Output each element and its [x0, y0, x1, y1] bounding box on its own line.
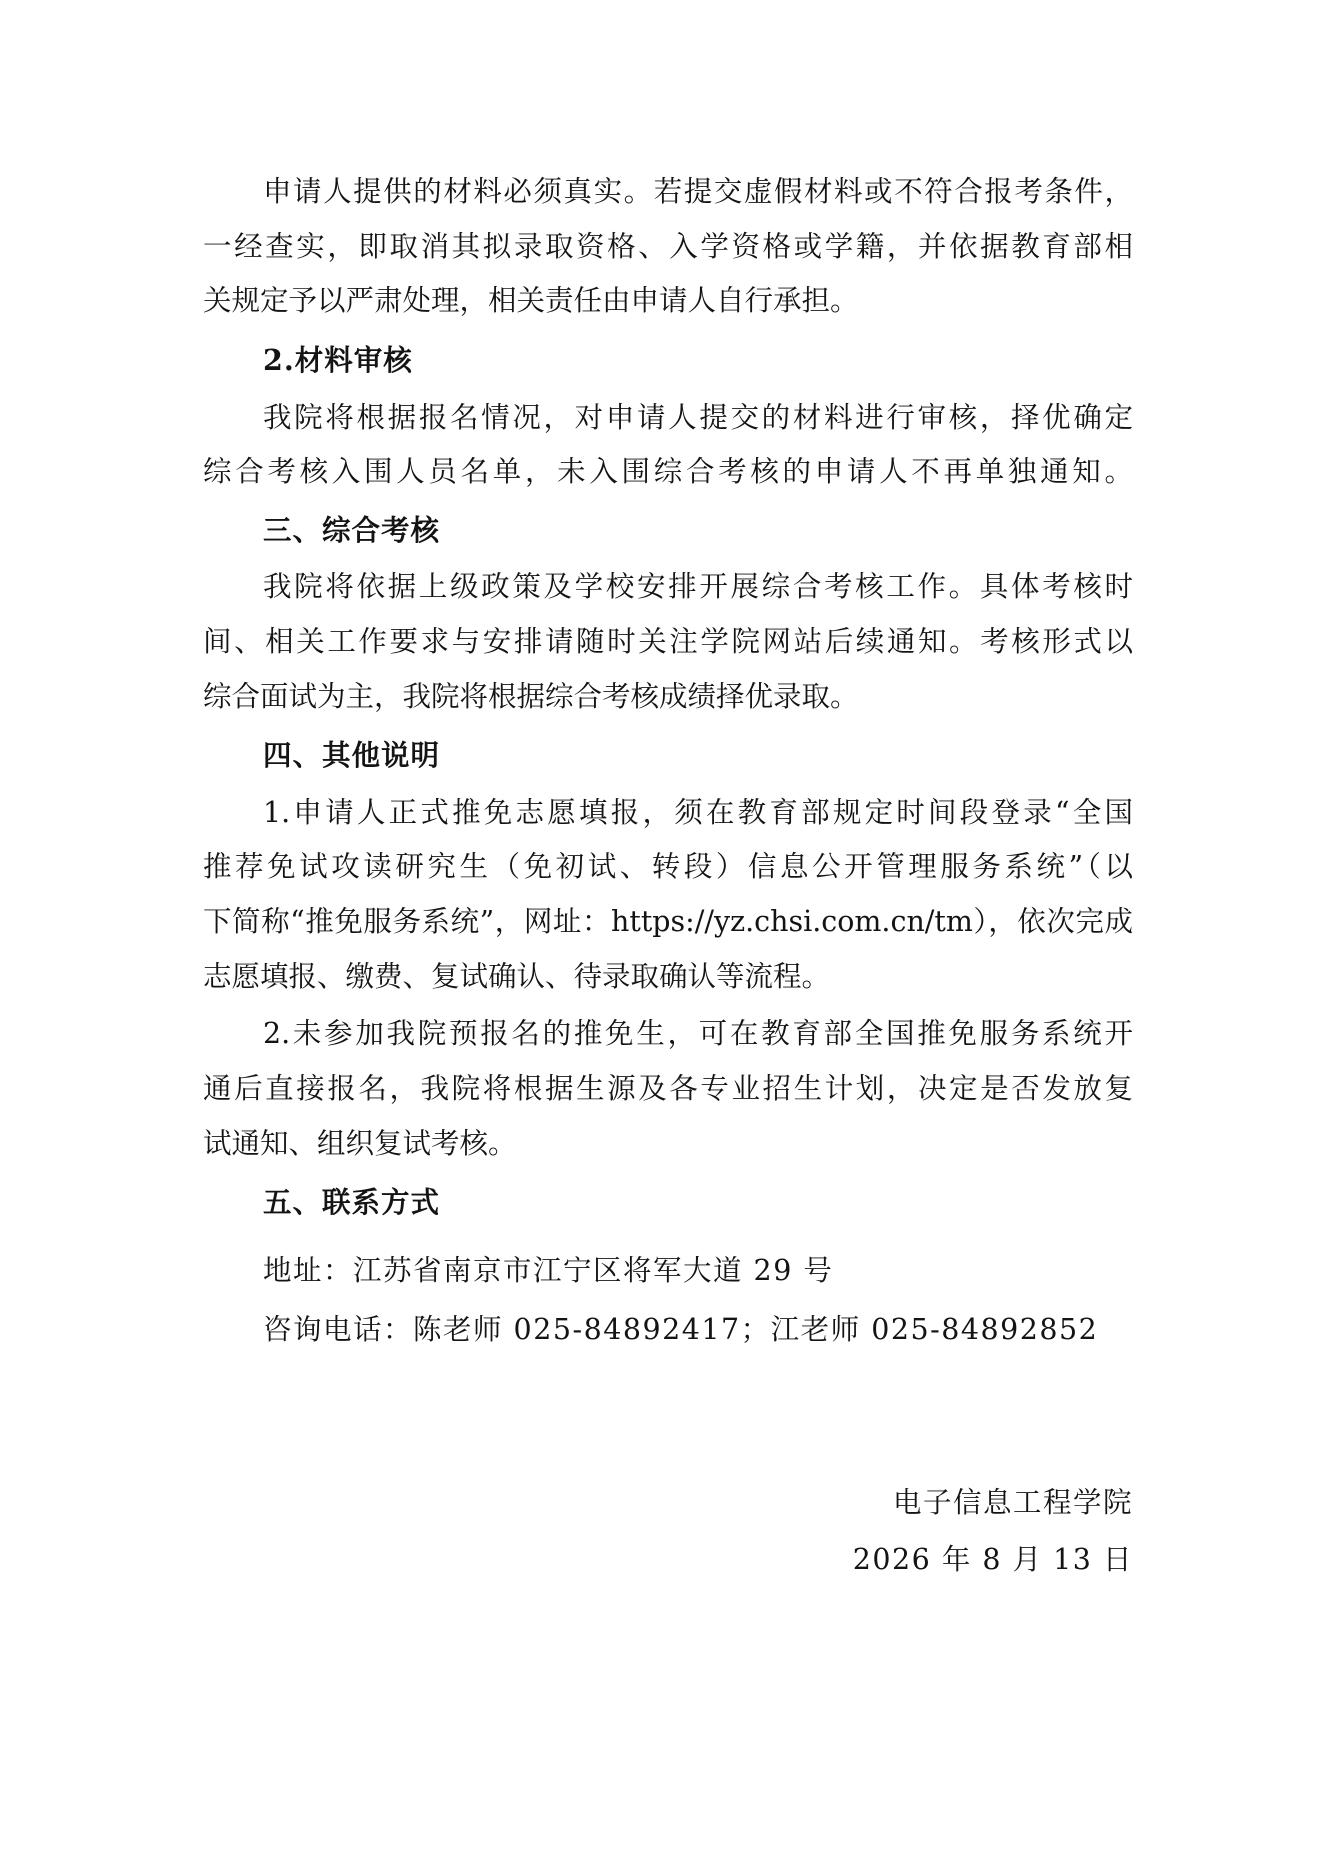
signature-organization: 电子信息工程学院 [892, 1486, 1133, 1519]
paragraph-line: 综合面试为主，我院将根据综合考核成绩择优录取。 [203, 680, 859, 713]
paragraph-line: 我院将依据上级政策及学校安排开展综合考核工作。具体考核时 [263, 570, 1133, 603]
paragraph-line: 推荐免试攻读研究生（免初试、转段）信息公开管理服务系统”（以 [203, 850, 1133, 883]
paragraph-line: 志愿填报、缴费、复试确认、待录取确认等流程。 [203, 960, 831, 993]
paragraph-line: 通后直接报名，我院将根据生源及各专业招生计划，决定是否发放复 [203, 1072, 1133, 1105]
paragraph-line: 间、相关工作要求与安排请随时关注学院网站后续通知。考核形式以 [203, 625, 1133, 658]
paragraph-line: 下简称“推免服务系统”，网址：https://yz.chsi.com.cn/tm），依次完成 [203, 905, 1133, 938]
signature-date: 2026 年 8 月 13 日 [852, 1543, 1133, 1576]
contact-address: 地址：江苏省南京市江宁区将军大道 29 号 [263, 1254, 834, 1287]
paragraph-line: 一经查实，即取消其拟录取资格、入学资格或学籍，并依据教育部相 [203, 230, 1133, 263]
paragraph-line: 关规定予以严肃处理，相关责任由申请人自行承担。 [203, 284, 859, 317]
paragraph-line: 综合考核入围人员名单，未入围综合考核的申请人不再单独通知。 [203, 455, 1133, 488]
contact-phone: 咨询电话：陈老师 025-84892417；江老师 025-84892852 [263, 1313, 1099, 1346]
paragraph-line: 2.未参加我院预报名的推免生，可在教育部全国推免服务系统开 [263, 1017, 1133, 1050]
section-heading: 五、联系方式 [263, 1185, 441, 1219]
paragraph-line: 1.申请人正式推免志愿填报，须在教育部规定时间段登录“全国 [263, 796, 1133, 829]
section-heading: 四、其他说明 [263, 738, 441, 772]
paragraph-line: 申请人提供的材料必须真实。若提交虚假材料或不符合报考条件， [263, 175, 1133, 208]
subsection-heading: 2.材料审核 [263, 343, 413, 377]
section-heading: 三、综合考核 [263, 513, 441, 547]
paragraph-line: 我院将根据报名情况，对申请人提交的材料进行审核，择优确定 [263, 401, 1133, 434]
paragraph-line: 试通知、组织复试考核。 [203, 1127, 517, 1160]
